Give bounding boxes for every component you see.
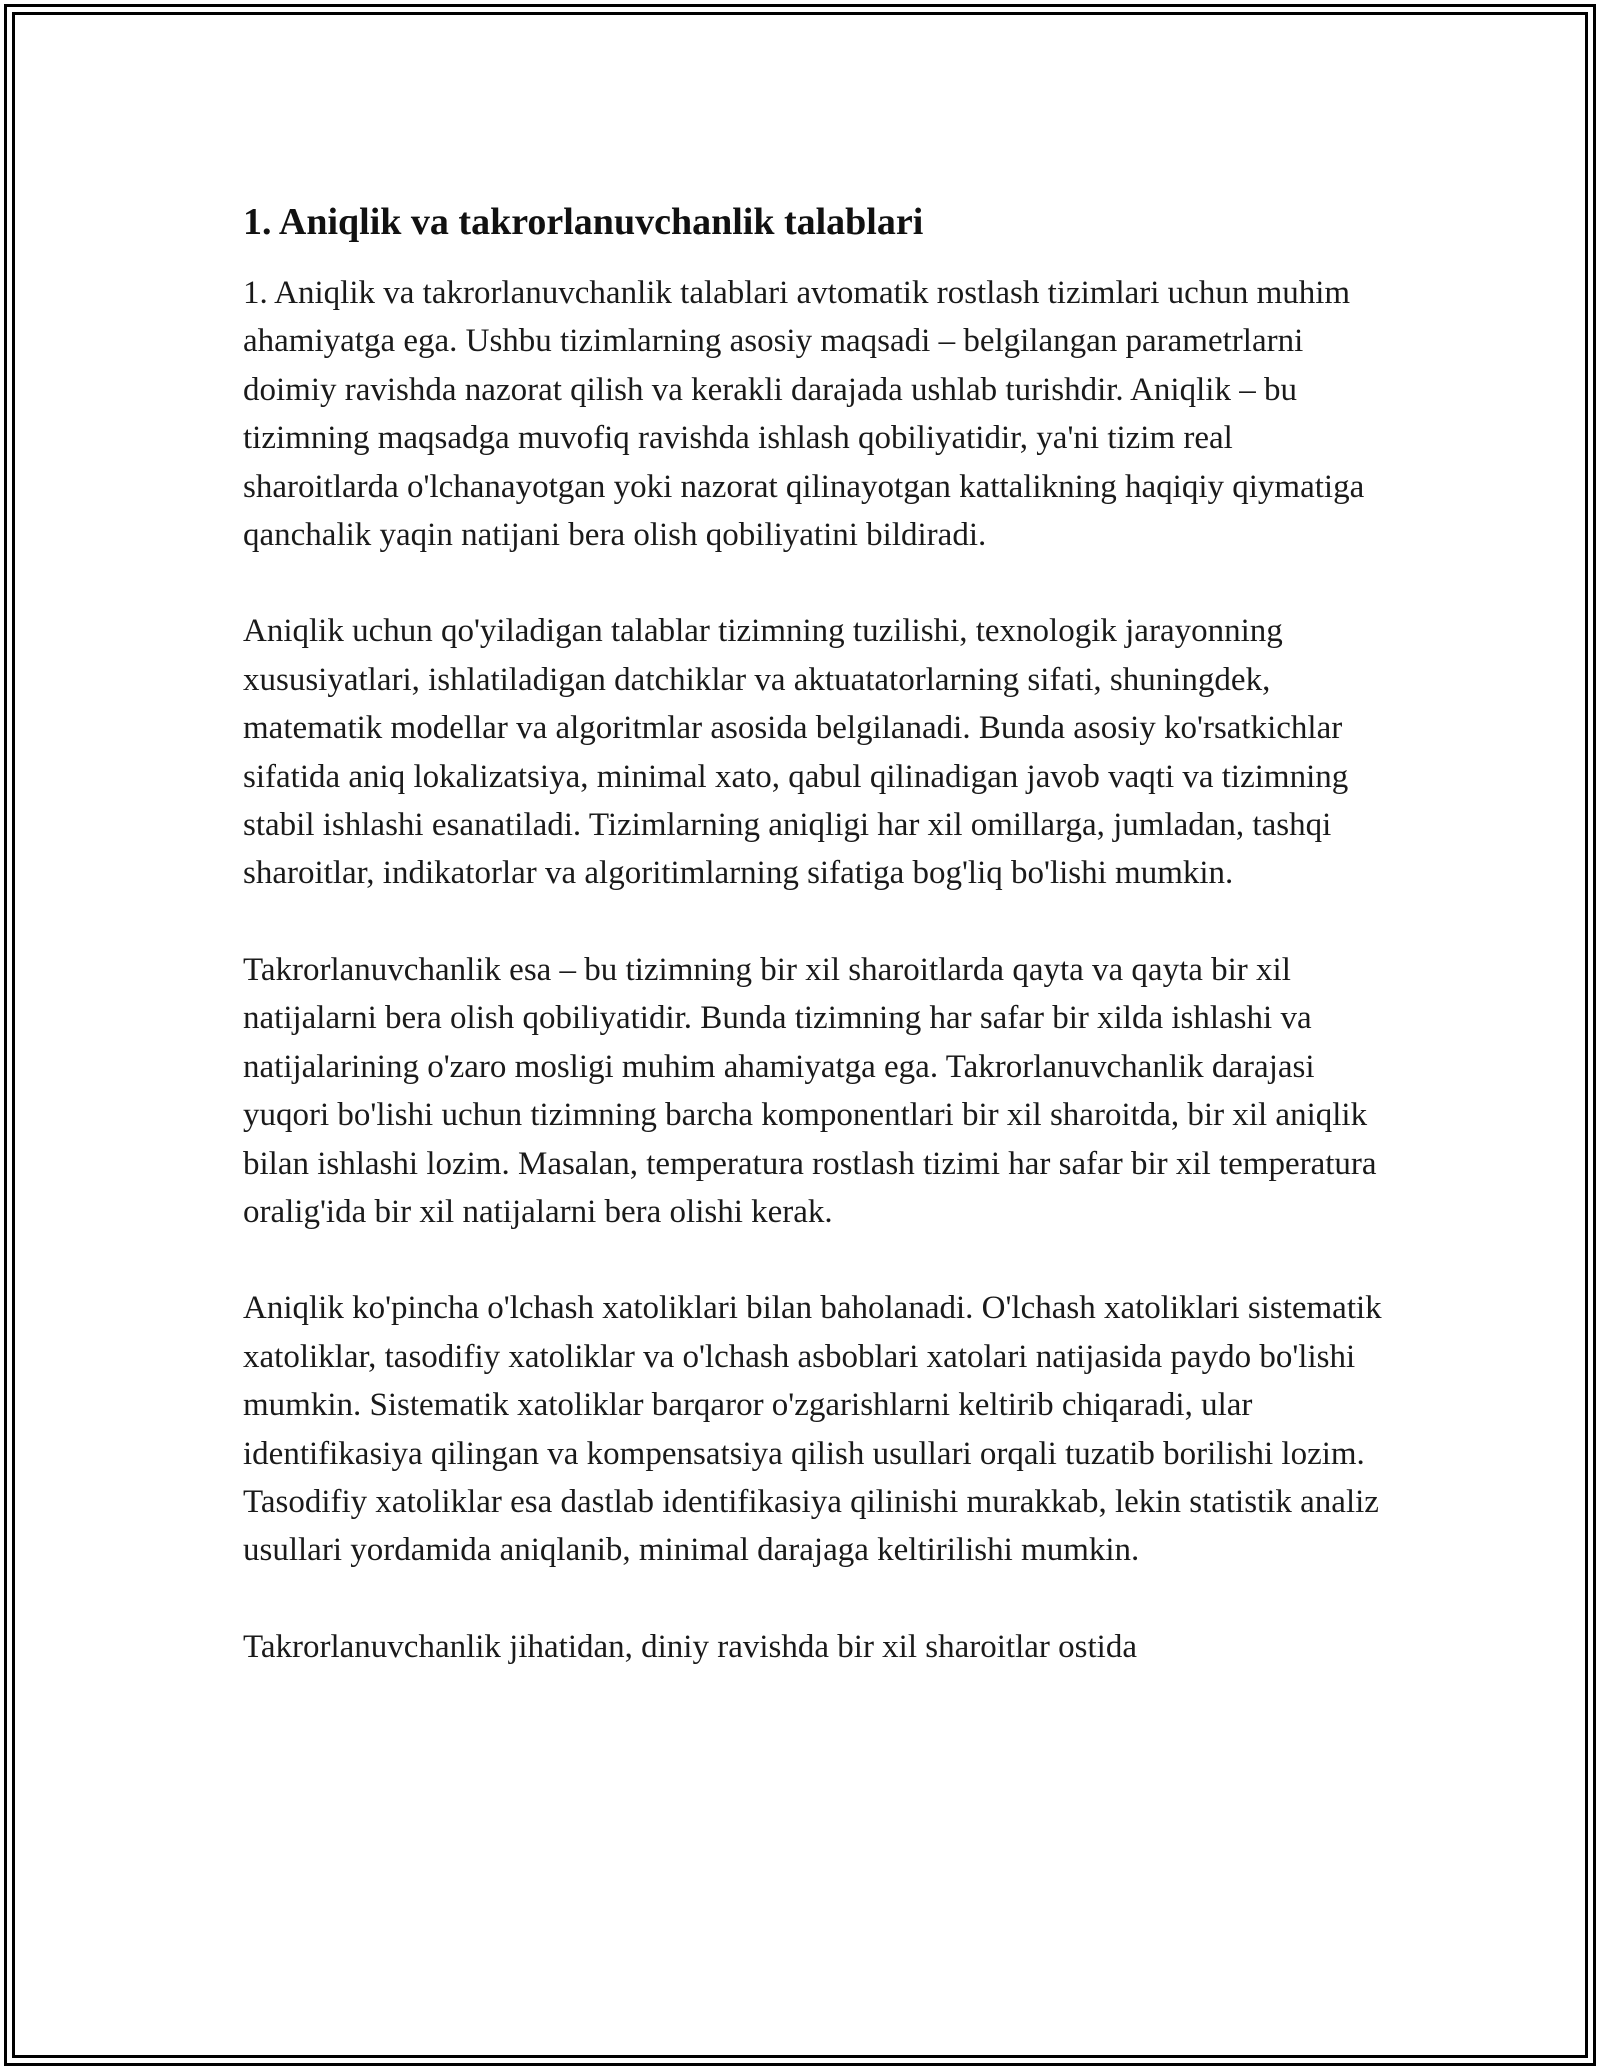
paragraph-5: Takrorlanuvchanlik jihatidan, diniy ravishda bir xil sharoitlar ostida xyxy=(243,1628,1137,1665)
paragraph-2: Aniqlik uchun qo'yiladigan talablar tizimning tuzilishi, texnologik jarayonning xususiyatlari, ishlatiladigan datchiklar va aktuatatorlarning sifati, shuningdek, matematik modellar va algoritmlar asosida belgilanadi. Bunda asosiy ko'rsatkichlar sifatida aniq lokalizatsiya, minimal xato, qabul qilinadigan javob vaqti va tizimning stabil ishlashi esanatiladi. Tizimlarning aniqligi har xil omillarga, jumladan, tashqi sharoitlar, indikatorlar va algoritimlarning sifatiga bog'liq bo'lishi mumkin. xyxy=(243,613,1349,892)
document-content xyxy=(243,197,1383,1671)
page-frame xyxy=(4,4,1596,2066)
document-title: 1. Aniqlik va takrorlanuvchanlik talablari xyxy=(243,201,924,243)
paragraph-1: 1. Aniqlik va takrorlanuvchanlik talablari avtomatik rostlash tizimlari uchun muhim ahamiyatga ega. Ushbu tizimlarning asosiy maqsadi – belgilangan parametrlarni doimiy ravishda nazorat qilish va kerakli darajada ushlab turishdir. Aniqlik – bu tizimning maqsadga muvofiq ravishda ishlash qobiliyatidir, ya'ni tizim real sharoitlarda o'lchanayotgan yoki nazorat qilinayotgan kattalikning haqiqiy qiymatiga qanchalik yaqin natijani bera olish qobiliyatini bildiradi. xyxy=(243,275,1365,554)
paragraph-4: Aniqlik ko'pincha o'lchash xatoliklari bilan baholanadi. O'lchash xatoliklari sistematik xatoliklar, tasodifiy xatoliklar va o'lchash asboblari xatolari natijasida paydo bo'lishi mumkin. Sistematik xatoliklar barqaror o'zgarishlarni keltirib chiqaradi, ular identifikasiya qilingan va kompensatsiya qilish usullari orqali tuzatib borilishi lozim. Tasodifiy xatoliklar esa dastlab identifikasiya qilinishi murakkab, lekin statistik analiz usullari yordamida aniqlanib, minimal darajaga keltirilishi mumkin. xyxy=(243,1290,1382,1569)
paragraph-3: Takrorlanuvchanlik esa – bu tizimning bir xil sharoitlarda qayta va qayta bir xil natijalarni bera olish qobiliyatidir. Bunda tizimning har safar bir xilda ishlashi va natijalarining o'zaro mosligi muhim ahamiyatga ega. Takrorlanuvchanlik darajasi yuqori bo'lishi uchun tizimning barcha komponentlari bir xil sharoitda, bir xil aniqlik bilan ishlashi lozim. Masalan, temperatura rostlash tizimi har safar bir xil temperatura oralig'ida bir xil natijalarni bera olishi kerak. xyxy=(243,951,1377,1230)
